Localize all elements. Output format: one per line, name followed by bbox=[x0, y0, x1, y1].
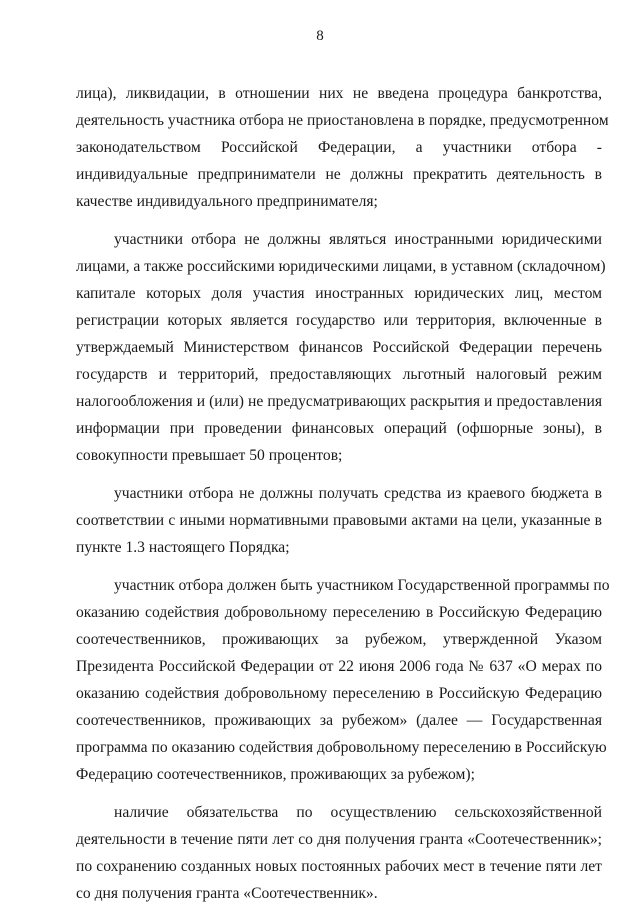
paragraph-2 bbox=[76, 226, 606, 469]
paragraph-5 bbox=[76, 799, 602, 907]
text-line: соотечественников, проживающих за рубежом» (далее — Государственная bbox=[76, 712, 602, 729]
text-line: деятельность участника отбора не приостановлена в порядке, предусмотренном bbox=[76, 112, 609, 129]
text-line: регистрации которых является государство или территория, включенные в bbox=[76, 312, 602, 329]
text-line: законодательством Российской Федерации, а участники отбора - bbox=[76, 139, 602, 156]
text-line: со дня получения гранта «Соотечественник». bbox=[76, 885, 378, 902]
text-line: лица), ликвидации, в отношении них не введена процедура банкротства, bbox=[76, 85, 602, 102]
paragraph-3 bbox=[76, 480, 602, 561]
text-line: информации при проведении финансовых операций (офшорные зоны), в bbox=[76, 420, 602, 437]
text-line: индивидуальные предприниматели не должны прекратить деятельность в bbox=[76, 166, 602, 183]
text-line: пункте 1.3 настоящего Порядка; bbox=[76, 539, 290, 556]
text-line: программа по оказанию содействия добровольному переселению в Российскую bbox=[76, 739, 607, 756]
text-line: качестве индивидуального предпринимателя; bbox=[76, 193, 378, 210]
text-line: оказанию содействия добровольному переселению в Российскую Федерацию bbox=[76, 604, 602, 621]
text-line: совокупности превышает 50 процентов; bbox=[76, 447, 343, 464]
paragraph-1 bbox=[76, 80, 609, 215]
text-line: участник отбора должен быть участником Государственной программы по bbox=[114, 577, 610, 594]
text-line: наличие обязательства по осуществлению сельскохозяйственной bbox=[114, 804, 602, 821]
text-line: участники отбора не должны являться иностранными юридическими bbox=[114, 231, 602, 248]
page-number: 8 bbox=[316, 28, 324, 44]
text-line: Федерацию соотечественников, проживающих за рубежом); bbox=[76, 766, 475, 783]
text-line: лицами, а также российскими юридическими лицами, в уставном (складочном) bbox=[76, 258, 606, 275]
text-line: соответствии с иными нормативными правовыми актами на цели, указанные в bbox=[76, 512, 602, 529]
text-line: государств и территорий, предоставляющих льготный налоговый режим bbox=[76, 366, 602, 383]
text-line: оказанию содействия добровольному переселению в Российскую Федерацию bbox=[76, 685, 602, 702]
text-line: Президента Российской Федерации от 22 июня 2006 года № 637 «О мерах по bbox=[76, 658, 602, 675]
paragraph-4 bbox=[76, 572, 610, 788]
text-line: участники отбора не должны получать средства из краевого бюджета в bbox=[114, 485, 602, 502]
text-line: по сохранению созданных новых постоянных рабочих мест в течение пяти лет bbox=[76, 858, 602, 875]
text-line: соотечественников, проживающих за рубежом, утвержденной Указом bbox=[76, 631, 602, 648]
document-body bbox=[76, 80, 610, 918]
text-line: утверждаемый Министерством финансов Российской Федерации перечень bbox=[76, 339, 602, 356]
text-line: налогообложения и (или) не предусматривающих раскрытия и предоставления bbox=[76, 393, 602, 410]
text-line: капитале которых доля участия иностранных юридических лиц, местом bbox=[76, 285, 602, 302]
text-line: деятельности в течение пяти лет со дня получения гранта «Соотечественник»; bbox=[76, 831, 602, 848]
